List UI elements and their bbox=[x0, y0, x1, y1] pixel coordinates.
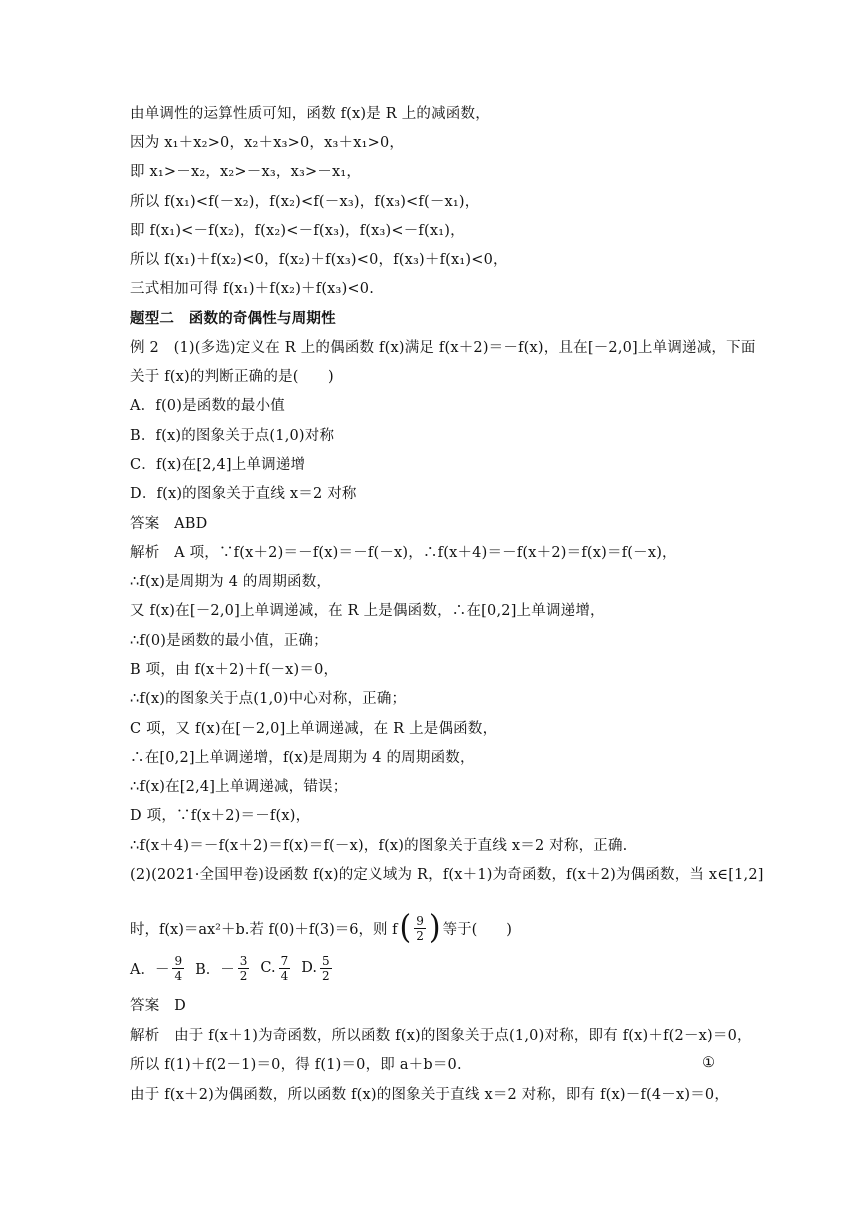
text-line: 例 2 (1)(多选)定义在 R 上的偶函数 f(x)满足 f(x＋2)＝－f(x)，且在[－2,0]上单调递减，下面 bbox=[130, 340, 756, 356]
text-line: (2)(2021·全国甲卷)设函数 f(x)的定义域为 R，f(x＋1)为奇函数，f(x＋2)为偶函数，当 x∈[1,2] bbox=[130, 867, 764, 883]
section-heading: 题型二 函数的奇偶性与周期性 bbox=[130, 311, 336, 327]
text-line: B 项，由 f(x＋2)＋f(－x)＝0， bbox=[130, 662, 339, 678]
text-line: ∴f(x)的图象关于点(1,0)中心对称，正确； bbox=[130, 691, 407, 707]
text-line: ∴f(x)在[2,4]上单调递减，错误； bbox=[130, 779, 348, 795]
text-line: 所以 f(x₁)＋f(x₂)<0，f(x₂)＋f(x₃)<0，f(x₃)＋f(x₁)<0， bbox=[130, 252, 508, 268]
text-line: 答案 ABD bbox=[130, 516, 208, 532]
text-line: ∴在[0,2]上单调递增，f(x)是周期为 4 的周期函数， bbox=[130, 750, 475, 766]
text-line: D．f(x)的图象关于直线 x＝2 对称 bbox=[130, 486, 357, 502]
text-line: 因为 x₁＋x₂>0，x₂＋x₃>0，x₃＋x₁>0， bbox=[130, 135, 405, 151]
option-a: A．－ $\frac{9}{4}$ bbox=[130, 953, 183, 983]
text-line: 解析 由于 f(x＋1)为奇函数，所以函数 f(x)的图象关于点(1,0)对称，即有 f(x)＋f(2－x)＝0， bbox=[130, 1028, 752, 1044]
text-line: 解析 A 项，∵f(x＋2)＝－f(x)＝－f(－x)，∴f(x＋4)＝－f(x＋2)＝f(x)＝f(－x)， bbox=[130, 545, 677, 561]
text-line: ∴f(0)是函数的最小值，正确； bbox=[130, 633, 328, 649]
question-prefix: 时，f(x)＝ax²＋b.若 f(0)＋f(3)＝6，则 f bbox=[130, 921, 398, 938]
text-line: ∴f(x)是周期为 4 的周期函数， bbox=[130, 574, 332, 590]
text-line: B．f(x)的图象关于点(1,0)对称 bbox=[130, 428, 335, 444]
text-line: 又 f(x)在[－2,0]上单调递减，在 R 上是偶函数，∴在[0,2]上单调递增， bbox=[130, 603, 605, 619]
text-line: 关于 f(x)的判断正确的是( ) bbox=[130, 369, 334, 385]
text-line: 由单调性的运算性质可知，函数 f(x)是 R 上的减函数， bbox=[130, 106, 490, 122]
question-suffix: 等于( ) bbox=[442, 921, 512, 938]
text-line: 即 f(x₁)<－f(x₂)，f(x₂)<－f(x₃)，f(x₃)<－f(x₁)， bbox=[130, 223, 465, 239]
option-b: B．－ $\frac{3}{2}$ bbox=[195, 953, 248, 983]
text-line: A．f(0)是函数的最小值 bbox=[130, 398, 285, 414]
fraction bbox=[414, 914, 426, 943]
fraction-denominator: 2 bbox=[416, 928, 424, 943]
text-line: C．f(x)在[2,4]上单调递增 bbox=[130, 457, 306, 473]
text-line: C 项，又 f(x)在[－2,0]上单调递减，在 R 上是偶函数， bbox=[130, 721, 498, 737]
text-line: ∴f(x＋4)＝－f(x＋2)＝f(x)＝f(－x)，f(x)的图象关于直线 x＝2 对称，正确. bbox=[130, 838, 628, 854]
equation-ref-marker: ① bbox=[702, 1055, 715, 1071]
text-line: 即 x₁>－x₂，x₂>－x₃，x₃>－x₁， bbox=[130, 164, 362, 180]
option-c: C. $\frac{7}{4}$ bbox=[260, 953, 289, 983]
fraction-numerator: 9 bbox=[416, 913, 424, 928]
text-line: 答案 D bbox=[130, 998, 186, 1014]
text-line: D 项，∵f(x＋2)＝－f(x)， bbox=[130, 808, 311, 824]
option-d: D. $\frac{5}{2}$ bbox=[301, 953, 330, 983]
text-line: 所以 f(1)＋f(2－1)＝0，得 f(1)＝0，即 a＋b＝0. bbox=[130, 1057, 462, 1073]
text-line: 所以 f(x₁)<f(－x₂)，f(x₂)<f(－x₃)，f(x₃)<f(－x₁)， bbox=[130, 194, 480, 210]
f-argument: ( $\frac{9}{2}$ ) bbox=[399, 908, 441, 947]
answer-options bbox=[130, 945, 343, 991]
text-line: 由于 f(x＋2)为偶函数，所以函数 f(x)的图象关于直线 x＝2 对称，即有 f(x)－f(4－x)＝0， bbox=[130, 1087, 730, 1103]
text-line: 三式相加可得 f(x₁)＋f(x₂)＋f(x₃)<0. bbox=[130, 281, 375, 297]
